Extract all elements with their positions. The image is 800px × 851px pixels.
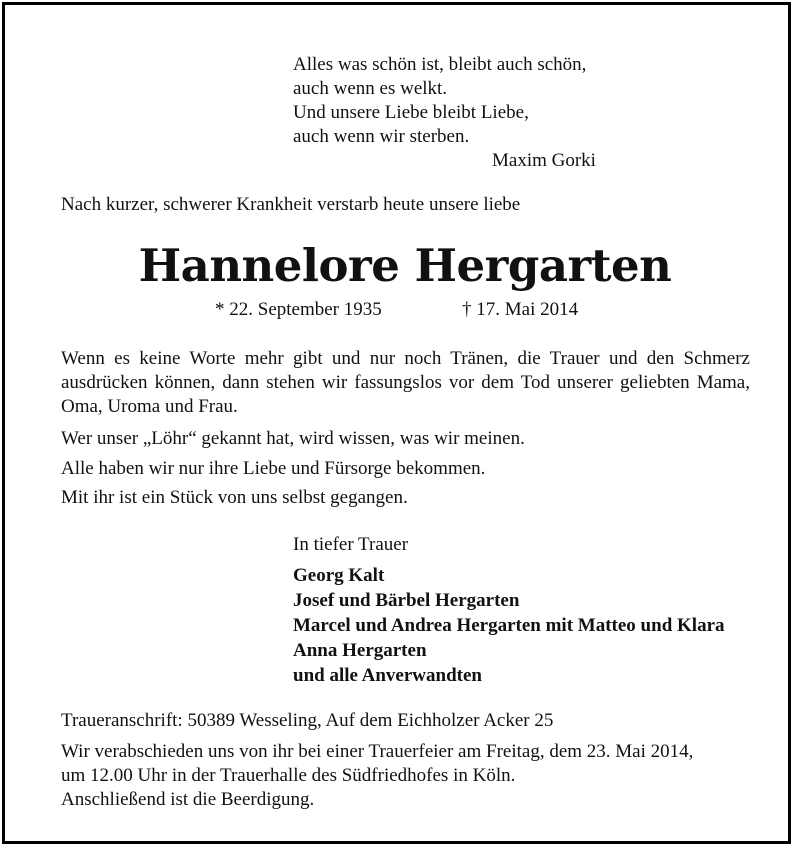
mourner-name: Anna Hergarten [293,640,427,661]
funeral-line: Wir verabschieden uns von ihr bei einer Trauerfeier am Freitag, dem 23. Mai 2014, [61,741,694,762]
death-date: † 17. Mai 2014 [462,299,579,320]
funeral-line: Anschließend ist die Beerdigung. [61,789,315,810]
funeral-details [61,740,693,812]
deceased-name: Hannelore Hergarten [138,239,672,292]
mourners-list [293,563,725,688]
paragraph: Mit ihr ist ein Stück von uns selbst gegangen. [61,487,408,508]
mourning-heading: In tiefer Trauer [293,534,409,555]
obituary-frame [2,2,791,844]
paragraph: Wer unser „Löhr“ gekannt hat, wird wissen, was wir meinen. [61,428,525,449]
poem-line: auch wenn wir sterben. [293,126,470,147]
poem-line: auch wenn es welkt. [293,78,448,99]
mourner-name: Georg Kalt [293,565,385,586]
mourning-address: Traueranschrift: 50389 Wesseling, Auf dem Eichholzer Acker 25 [61,710,554,731]
funeral-line: um 12.00 Uhr in der Trauerhalle des Südfriedhofes in Köln. [61,765,516,786]
mourner-name: Marcel und Andrea Hergarten mit Matteo und Klara [293,615,725,636]
paragraph: Wenn es keine Worte mehr gibt und nur noch Tränen, die Trauer und den Schmerz ausdrücken können, dann stehen wir fassungslos vor dem Tod unserer geliebten Mama, Oma, Uroma und Frau. [61,348,750,417]
poem-line: Alles was schön ist, bleibt auch schön, [293,54,587,75]
mourner-name: und alle Anverwandten [293,665,482,686]
intro-text: Nach kurzer, schwerer Krankheit verstarb heute unsere liebe [61,194,521,215]
birth-date: * 22. September 1935 [215,299,382,320]
paragraph: Alle haben wir nur ihre Liebe und Fürsorge bekommen. [61,458,486,479]
poem-line: Und unsere Liebe bleibt Liebe, [293,102,529,123]
poem [293,53,653,173]
mourner-name: Josef und Bärbel Hergarten [293,590,520,611]
poem-author: Maxim Gorki [492,150,596,171]
